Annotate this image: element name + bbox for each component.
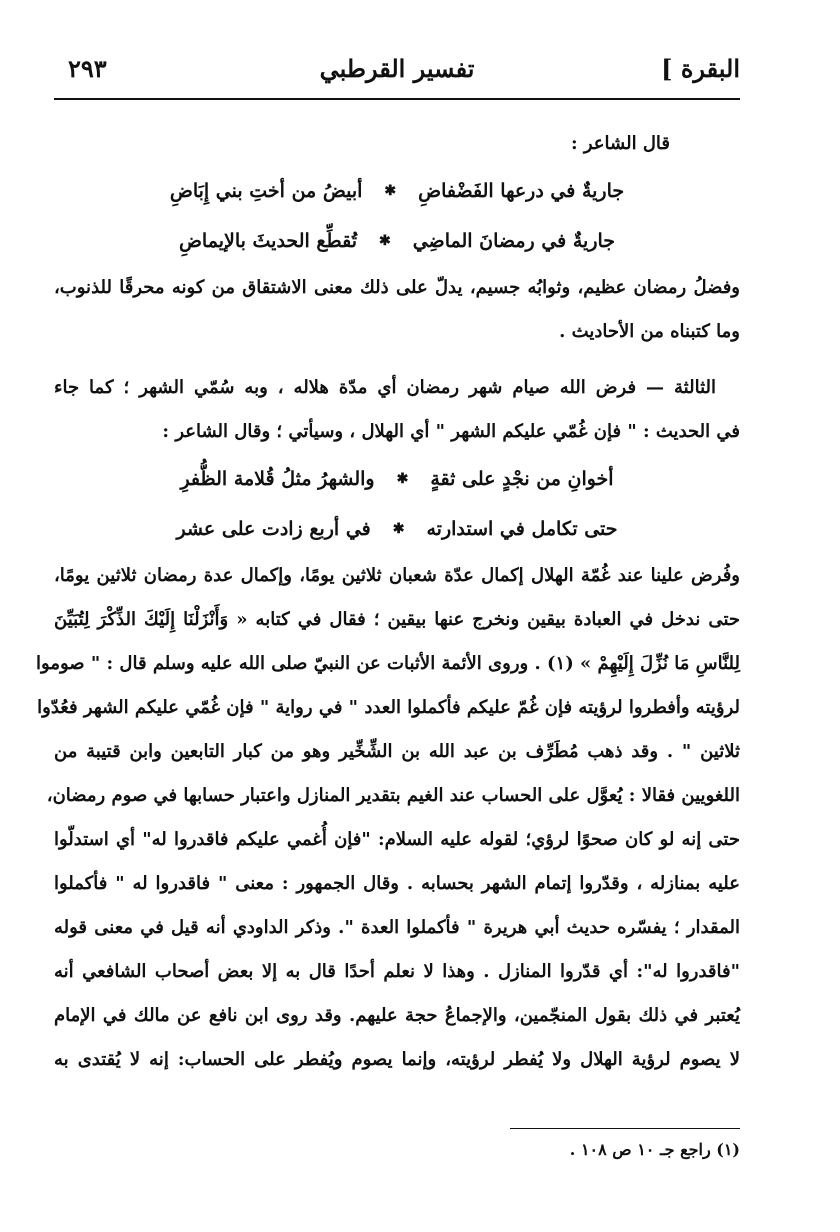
hemistich: تُقطِّع الحديثَ بالإيماضِ — [178, 230, 357, 252]
text-line: وفُرض علينا عند غُمّة الهلال إكمال عدّة شعبان ثلاثين يومًا، وإكمال عدة رمضان ثلاثين يومًا، — [54, 565, 740, 586]
footnote-divider — [510, 1128, 740, 1129]
hemistich: في أربع زادت على عشر — [176, 518, 371, 540]
text-line: عليه بمنازله ، وقدّروا إتمام الشهر بحسابه . وقال الجمهور : معنى " فاقدروا له " فأكملوا — [54, 873, 740, 894]
poet-intro: قال الشاعر : — [570, 133, 670, 154]
text-line: لرؤيته وأفطروا لرؤيته فإن غُمّ عليكم فأكملوا العدد " في رواية " فإن غُمّي عليكم الشهر فعُدّوا — [37, 697, 740, 718]
surah-title: البقرة ] — [661, 54, 740, 83]
text-line: لِلنَّاسِ مَا نُزِّلَ إِلَيْهِمْ » (١) . وروى الأئمة الأثبات عن النبيّ صلى الله عليه وسلم قال : " صوموا — [36, 653, 740, 674]
verse-separator: ✱ — [392, 521, 405, 537]
text-line: لا يصوم لرؤية الهلال ولا يُفطر لرؤيته، وإنما يصوم ويُفطر على الحساب: إنه لا يُقتدى به — [54, 1049, 740, 1070]
book-title: تفسير القرطبي — [319, 54, 475, 83]
hemistich: جاريةٌ في درعها الفَضْفاضِ — [418, 180, 625, 202]
verse-separator: ✱ — [378, 233, 391, 249]
verse-line — [54, 454, 740, 504]
footnote: (١) راجع جـ ١٠ ص ١٠٨ . — [569, 1140, 740, 1159]
text-line: حتى إنه لو كان صحوًا لرؤي؛ لقوله عليه السلام: "فإن أُغمي عليكم فاقدروا له" أي استدلّوا — [54, 829, 740, 850]
verse-separator: ✱ — [396, 471, 409, 487]
hemistich: جاريةٌ في رمضانَ الماضِي — [412, 230, 616, 252]
hemistich: حتى تكامل في استدارته — [426, 518, 618, 540]
page-number: ٢٩٣ — [68, 54, 107, 83]
verse-line — [54, 216, 740, 266]
text-line: في الحديث : " فإن غُمّي عليكم الشهر " أي الهلال ، وسيأتي ؛ وقال الشاعر : — [162, 421, 740, 442]
text-line: حتى ندخل في العبادة بيقين ونخرج عنها بيقين ؛ فقال في كتابه « وَأَنْزَلْنَا إِلَيْكَ الذِّكْرَ لِتُبَيِّنَ — [54, 609, 740, 630]
running-header — [54, 54, 740, 100]
text-line: "فاقدروا له": أي قدّروا المنازل . وهذا لا نعلم أحدًا قال به إلا بعض أصحاب الشافعي أنه — [54, 961, 740, 982]
verse-line — [54, 504, 740, 554]
hemistich: والشهرُ مثلُ قُلامة الظُّفرِ — [180, 468, 375, 490]
text-line: يُعتبر في ذلك بقول المنجّمين، والإجماعُ حجة عليهم. وقد روى ابن نافع عن مالك في الإمام — [54, 1005, 740, 1026]
text-line: المقدار ؛ يفسّره حديث أبي هريرة " فأكملوا العدة ". وذكر الداودي أنه قيل في معنى قوله — [54, 917, 740, 938]
page-body — [36, 122, 740, 1082]
hemistich: أخوانِ من نجْدٍ على ثقةٍ — [430, 468, 614, 490]
text-line: الثالثة — فرض الله صيام شهر رمضان أي مدّة هلاله ، وبه سُمّي الشهر ؛ كما جاء — [54, 377, 716, 398]
verse-separator: ✱ — [384, 183, 397, 199]
text-line: ثلاثين " . وقد ذهب مُطَرِّف بن عبد الله بن الشِّخِّير وهو من كبار التابعين وابن قتيبة من — [54, 741, 740, 762]
hemistich: أبيضُ من أختِ بني إِبَاضِ — [169, 180, 363, 202]
text-line: اللغويين فقالا : يُعوَّل على الحساب عند الغيم بتقدير المنازل واعتبار حسابها في صوم رمضان، — [46, 785, 740, 806]
verse-line — [54, 166, 740, 216]
text-line: وما كتبناه من الأحاديث . — [559, 321, 740, 342]
text-line: وفضلُ رمضان عظيم، وثوابُه جسيم، يدلّ على ذلك معنى الاشتقاق من كونه محرقًا للذنوب، — [54, 277, 740, 298]
